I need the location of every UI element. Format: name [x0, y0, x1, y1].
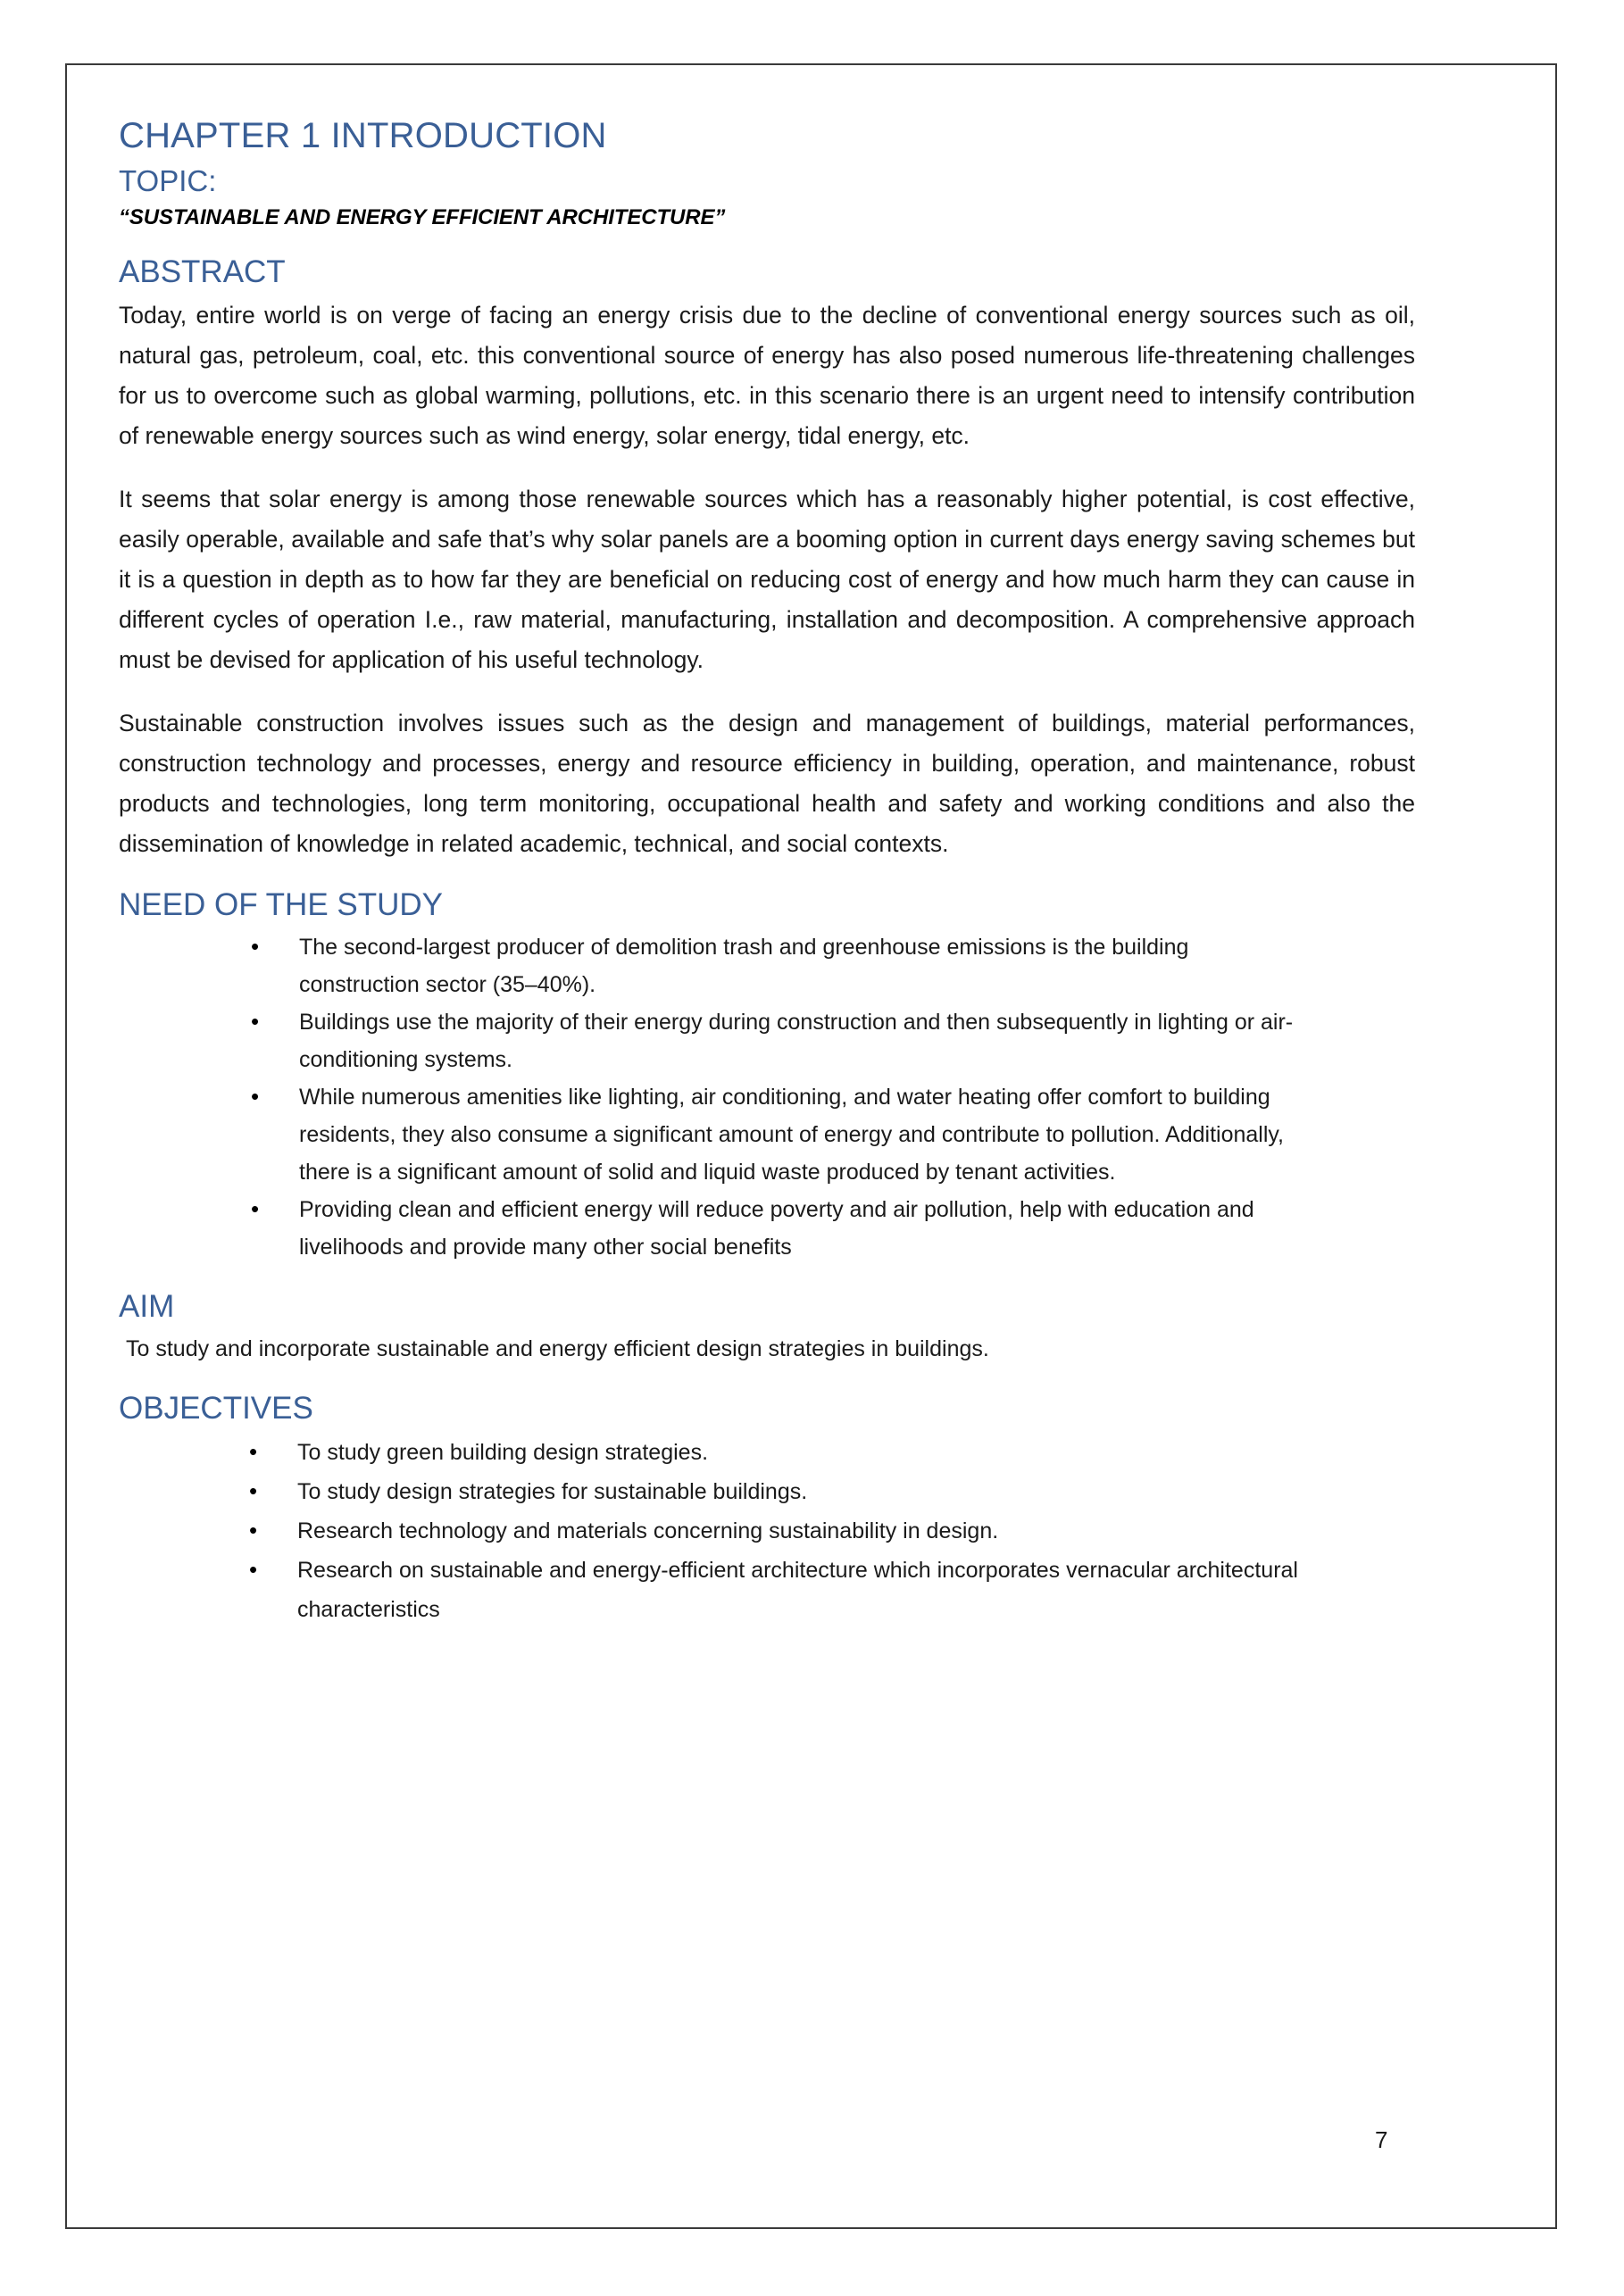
list-item: • To study design strategies for sustainable buildings. — [119, 1472, 1413, 1511]
page-title: CHAPTER 1 INTRODUCTION — [119, 116, 607, 155]
topic-label: TOPIC: — [119, 163, 217, 197]
objectives-heading: OBJECTIVES — [119, 1391, 313, 1427]
need-of-study-list — [119, 928, 1415, 1266]
page-content — [119, 116, 1415, 1629]
objectives-list — [119, 1433, 1415, 1629]
list-item: • Buildings use the majority of their energy during construction and then subsequently in lighting or air-conditioning systems. — [119, 1003, 1308, 1078]
abstract-paragraph-3: Sustainable construction involves issues such as the design and management of buildings, material performances, construction technology and processes, energy and resource efficiency in building, operation, and maintenance, robust products and technologies, long term monitoring, occupational health and safety and working conditions and also the dissemination of knowledge in related academic, technical, and social contexts. — [119, 709, 1415, 857]
aim-text: To study and incorporate sustainable and energy efficient design strategies in buildings. — [126, 1336, 989, 1362]
page-number: 7 — [1375, 2126, 1388, 2153]
need-of-study-heading: NEED OF THE STUDY — [119, 886, 444, 922]
aim-heading: AIM — [119, 1289, 175, 1325]
abstract-heading: ABSTRACT — [119, 254, 286, 289]
list-item: • To study green building design strategies. — [119, 1433, 1413, 1472]
list-item: • The second-largest producer of demolition trash and greenhouse emissions is the building construction sector (35–40%). — [119, 928, 1308, 1003]
list-item: • Research on sustainable and energy-efficient architecture which incorporates vernacular architectural characteristics — [119, 1551, 1413, 1629]
abstract-paragraph-2: It seems that solar energy is among those renewable sources which has a reasonably higher potential, is cost effective, easily operable, available and safe that’s why solar panels are a booming option in current days energy saving schemes but it is a question in depth as to how far they are beneficial on reducing cost of energy and how much harm they can cause in different cycles of operation I.e., raw material, manufacturing, installation and decomposition. A comprehensive approach must be devised for application of his useful technology. — [119, 485, 1415, 673]
list-item: • While numerous amenities like lighting, air conditioning, and water heating offer comfort to building residents, they also consume a significant amount of energy and contribute to pollution. Additionally, there is a significant amount of solid and liquid waste produced by tenant activities. — [119, 1078, 1308, 1191]
list-item: • Research technology and materials concerning sustainability in design. — [119, 1511, 1413, 1551]
list-item: • Providing clean and efficient energy will reduce poverty and air pollution, help with education and livelihoods and provide many other social benefits — [119, 1191, 1308, 1266]
abstract-paragraph-1: Today, entire world is on verge of facing an energy crisis due to the decline of conventional energy sources such as oil, natural gas, petroleum, coal, etc. this conventional source of energy has also posed numerous life-threatening challenges for us to overcome such as global warming, pollutions, etc. in this scenario there is an urgent need to intensify contribution of renewable energy sources such as wind energy, solar energy, tidal energy, etc. — [119, 301, 1415, 449]
topic-value: “SUSTAINABLE AND ENERGY EFFICIENT ARCHITECTURE” — [119, 204, 726, 229]
